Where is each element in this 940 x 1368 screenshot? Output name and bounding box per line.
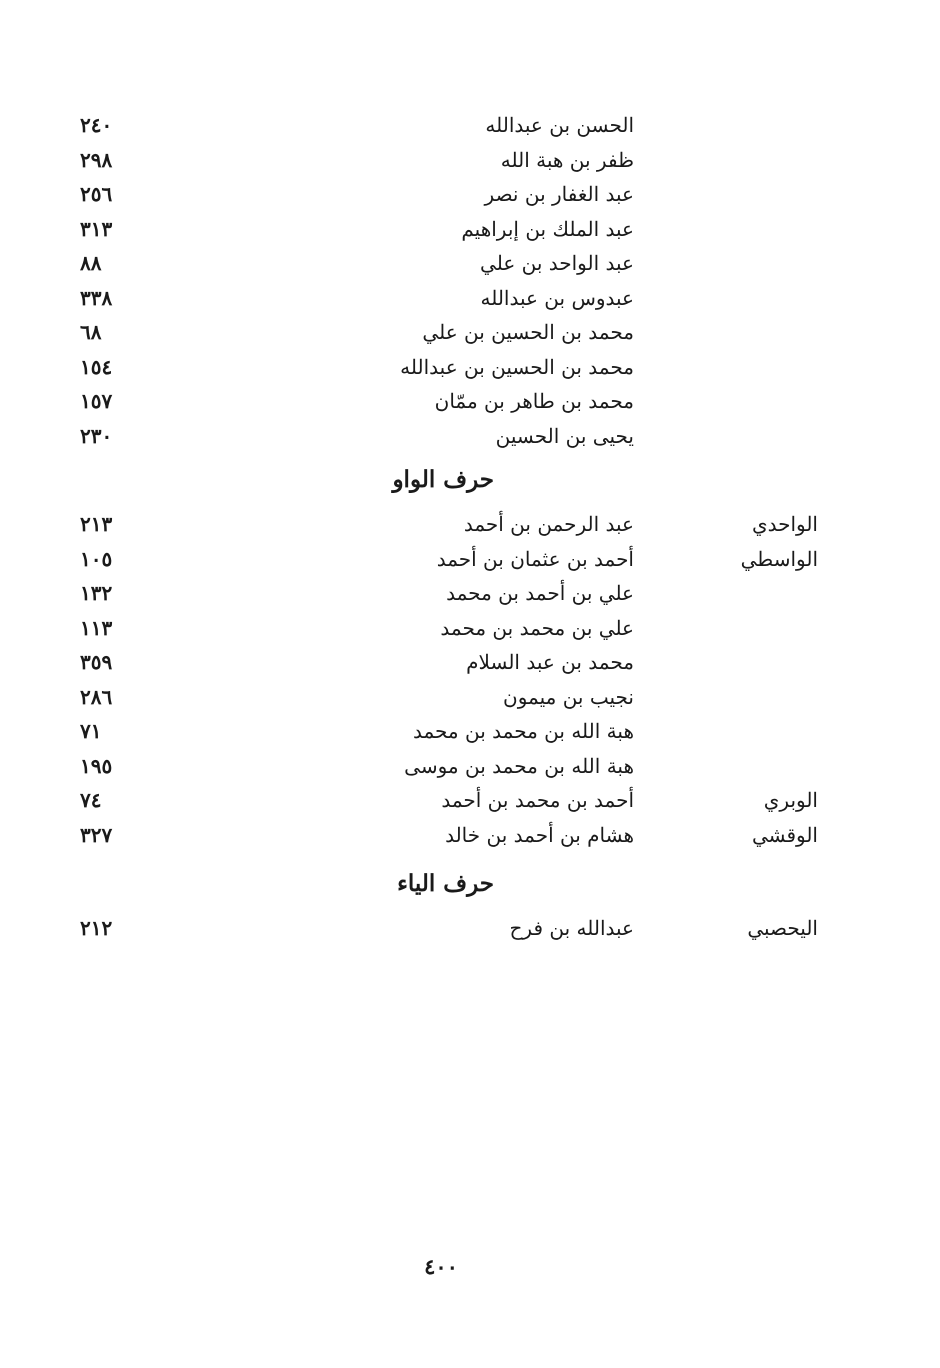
nisba: الوبري [763, 788, 818, 812]
person-name: علي بن أحمد بن محمد [446, 581, 634, 605]
nisba: اليحصبي [747, 916, 818, 940]
page-reference: ١٩٥ [80, 753, 113, 778]
page-number: ٤٠٠ [424, 1254, 458, 1279]
index-entry [0, 545, 940, 580]
index-entry [0, 752, 940, 787]
page-reference: ٢١٣ [80, 512, 113, 536]
person-name: هبة الله بن محمد بن محمد [412, 719, 634, 743]
index-section-continued [0, 111, 940, 456]
person-name: محمد بن طاهر بن ممّان [434, 389, 634, 413]
index-entry [0, 821, 940, 856]
page-reference: ٧١ [80, 719, 102, 743]
person-name: هبة الله بن محمد بن موسى [404, 753, 634, 778]
person-name: عبد الغفار بن نصر [484, 182, 634, 206]
index-entry [0, 786, 940, 821]
person-name: عبدالله بن فرح [509, 916, 634, 940]
person-name: عبد الرحمن بن أحمد [463, 512, 634, 536]
index-entry [0, 180, 940, 215]
nisba: الواسطي [740, 546, 818, 571]
page-reference: ٢٩٨ [80, 147, 113, 172]
person-name: محمد بن الحسين بن عبدالله [400, 354, 634, 379]
page-reference: ٢٨٦ [80, 684, 113, 709]
index-entry [0, 146, 940, 181]
index-entry [0, 579, 940, 614]
page-reference: ١١٣ [80, 615, 113, 640]
page-reference: ٢٥٦ [80, 182, 113, 206]
person-name: الحسن بن عبدالله [485, 113, 634, 137]
index-entry [0, 284, 940, 319]
index-entry [0, 111, 940, 146]
person-name: محمد بن عبد السلام [466, 650, 634, 674]
page-reference: ٣١٣ [80, 216, 113, 241]
page-reference: ١٥٤ [80, 354, 113, 379]
index-entry [0, 914, 940, 949]
index-entry [0, 387, 940, 422]
person-name: علي بن محمد بن محمد [440, 615, 634, 640]
index-section-waw [0, 510, 940, 855]
index-entry [0, 318, 940, 353]
section-heading-waw: حرف الواو [392, 466, 494, 493]
page-reference: ١٠٥ [80, 546, 113, 571]
page-reference: ١٣٢ [80, 581, 113, 605]
index-entry [0, 215, 940, 250]
person-name: عبد الملك بن إبراهيم [461, 216, 634, 241]
person-name: نجيب بن ميمون [503, 684, 634, 709]
index-entry [0, 683, 940, 718]
person-name: محمد بن الحسين بن علي [422, 320, 634, 344]
page-reference: ٧٤ [80, 788, 102, 812]
person-name: أحمد بن عثمان بن أحمد [436, 546, 634, 571]
page-reference: ٢٤٠ [80, 113, 113, 137]
index-section-ya [0, 914, 940, 949]
person-name: أحمد بن محمد بن أحمد [441, 788, 634, 812]
index-entry [0, 249, 940, 284]
index-entry [0, 353, 940, 388]
index-entry [0, 614, 940, 649]
index-entry [0, 717, 940, 752]
nisba: الوقشي [751, 822, 818, 847]
index-entry [0, 510, 940, 545]
page-reference: ٦٨ [80, 320, 102, 344]
page-reference: ٣٣٨ [80, 285, 113, 310]
index-entry [0, 648, 940, 683]
nisba: الواحدي [751, 512, 818, 536]
person-name: عبدوس بن عبدالله [480, 285, 634, 310]
section-heading-ya: حرف الياء [397, 870, 494, 897]
person-name: عبد الواحد بن علي [480, 251, 634, 275]
person-name: ظفر بن هبة الله [500, 147, 634, 172]
page-reference: ٢٣٠ [80, 423, 113, 448]
page-reference: ٢١٢ [80, 916, 113, 940]
index-entry [0, 422, 940, 457]
page-reference: ٣٥٩ [80, 650, 113, 674]
person-name: يحيى بن الحسين [495, 423, 634, 448]
page-reference: ٨٨ [80, 251, 102, 275]
page-reference: ٣٢٧ [80, 822, 113, 847]
page-reference: ١٥٧ [80, 389, 113, 413]
person-name: هشام بن أحمد بن خالد [445, 822, 634, 847]
